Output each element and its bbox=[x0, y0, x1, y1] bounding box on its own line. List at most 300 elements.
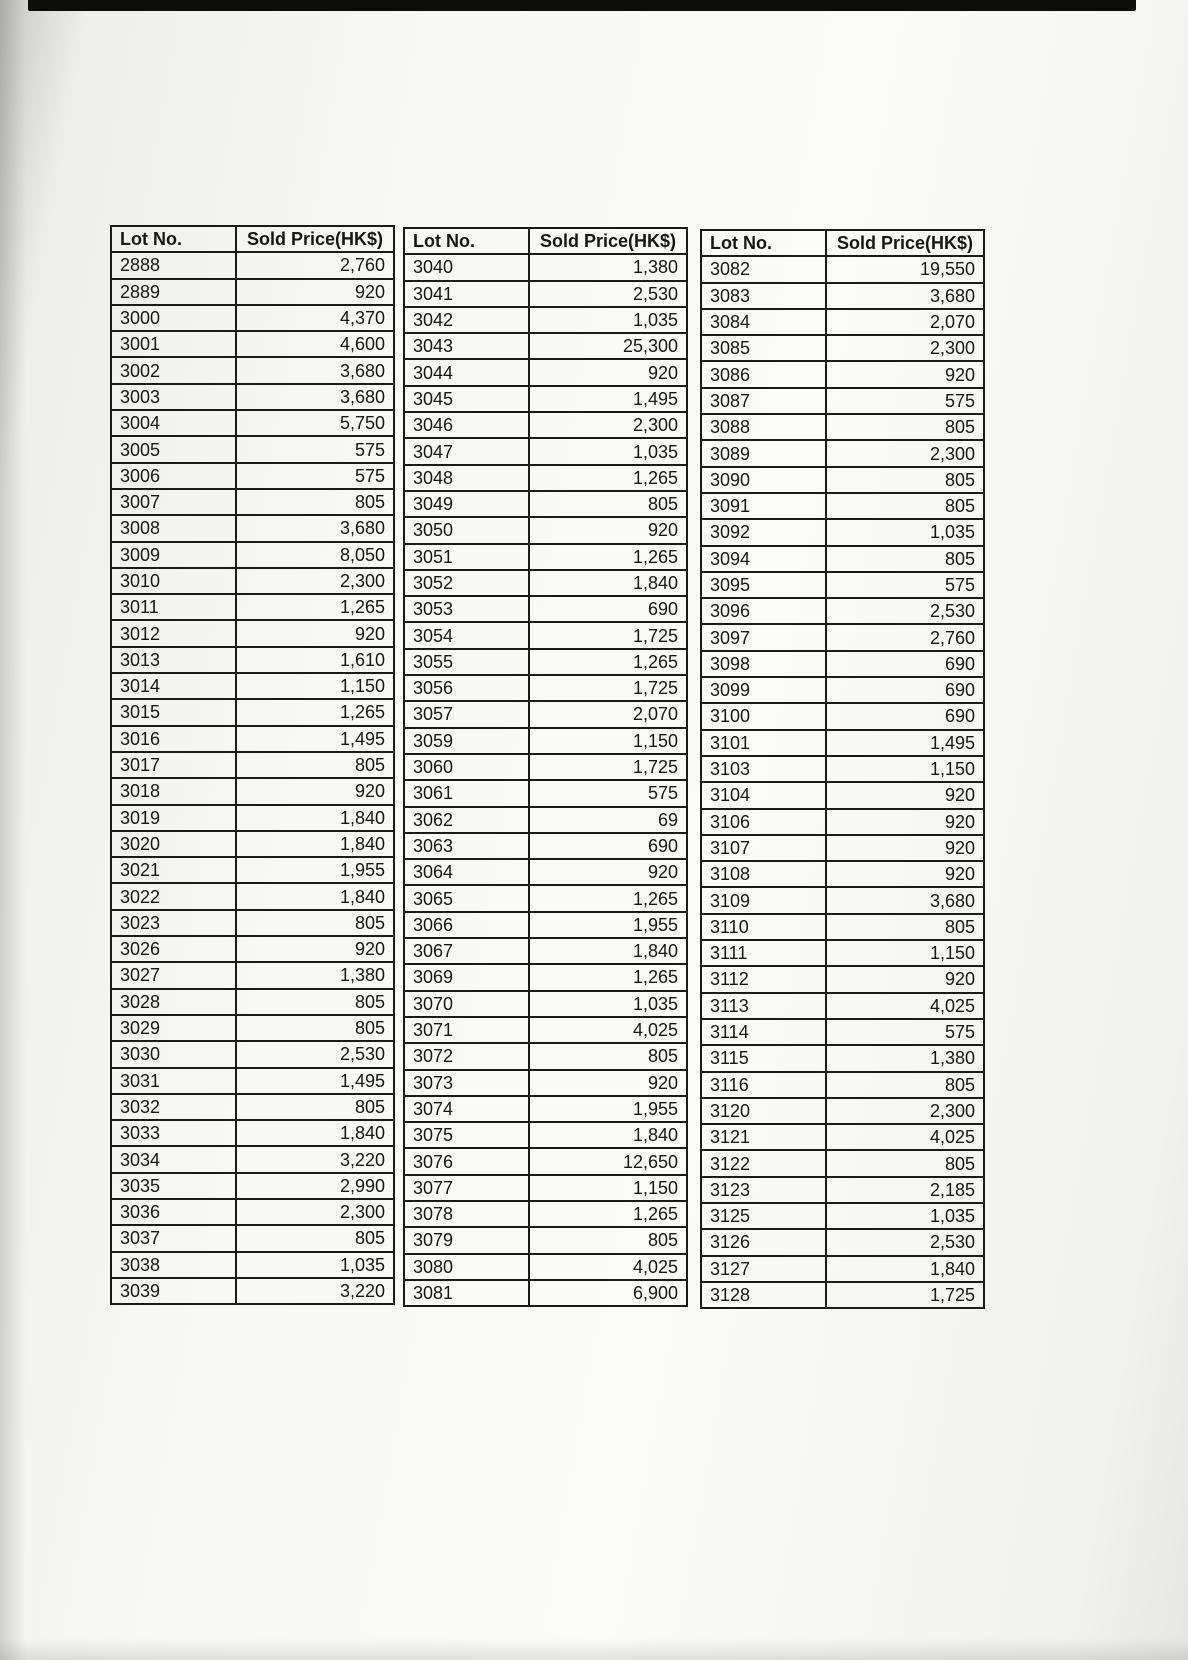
lot-no-cell: 3116 bbox=[701, 1072, 826, 1098]
lot-no-cell: 3035 bbox=[111, 1173, 236, 1199]
sold-price-cell: 69 bbox=[529, 807, 687, 833]
table-row bbox=[701, 1256, 984, 1282]
table-row bbox=[404, 1201, 687, 1227]
sold-price-cell: 1,035 bbox=[529, 991, 687, 1017]
sold-price-cell: 3,680 bbox=[236, 515, 394, 541]
sold-price-cell: 1,840 bbox=[236, 1120, 394, 1146]
table-row bbox=[111, 620, 394, 646]
sold-price-cell: 575 bbox=[826, 1019, 984, 1045]
sold-price-cell: 1,840 bbox=[529, 570, 687, 596]
sold-price-cell: 1,725 bbox=[826, 1282, 984, 1308]
lot-no-cell: 3071 bbox=[404, 1017, 529, 1043]
lot-no-cell: 3050 bbox=[404, 517, 529, 543]
sold-price-cell: 1,610 bbox=[236, 647, 394, 673]
table-row bbox=[701, 519, 984, 545]
lot-no-cell: 3063 bbox=[404, 833, 529, 859]
sold-price-cell: 805 bbox=[529, 1227, 687, 1253]
table-row bbox=[404, 465, 687, 491]
table-row bbox=[111, 936, 394, 962]
table-row bbox=[701, 887, 984, 913]
lot-no-cell: 3067 bbox=[404, 938, 529, 964]
lot-no-cell: 3083 bbox=[701, 283, 826, 309]
sold-price-cell: 1,035 bbox=[826, 1203, 984, 1229]
lot-no-cell: 3056 bbox=[404, 675, 529, 701]
table-row bbox=[404, 1175, 687, 1201]
table-row bbox=[404, 912, 687, 938]
sold-price-cell: 4,025 bbox=[529, 1254, 687, 1280]
table-row bbox=[701, 309, 984, 335]
lot-no-cell: 2889 bbox=[111, 279, 236, 305]
sold-price-cell: 1,955 bbox=[529, 912, 687, 938]
sold-price-cell: 3,680 bbox=[236, 357, 394, 383]
table-row bbox=[404, 281, 687, 307]
table-row bbox=[404, 780, 687, 806]
sold-price-cell: 1,380 bbox=[529, 254, 687, 280]
lot-no-cell: 3122 bbox=[701, 1150, 826, 1176]
table-row bbox=[701, 493, 984, 519]
lot-no-cell: 3114 bbox=[701, 1019, 826, 1045]
sold-price-cell: 1,265 bbox=[529, 544, 687, 570]
sold-price-cell: 1,035 bbox=[529, 438, 687, 464]
sold-price-cell: 1,840 bbox=[529, 938, 687, 964]
lot-no-cell: 3006 bbox=[111, 463, 236, 489]
table-row bbox=[701, 624, 984, 650]
table-row bbox=[701, 993, 984, 1019]
lot-no-cell: 3120 bbox=[701, 1098, 826, 1124]
lot-no-cell: 3054 bbox=[404, 622, 529, 648]
sold-price-cell: 1,150 bbox=[236, 673, 394, 699]
table-row bbox=[404, 1227, 687, 1253]
sold-price-cell: 3,220 bbox=[236, 1278, 394, 1304]
scan-artifact-top-strip bbox=[28, 0, 1136, 11]
lot-no-cell: 3004 bbox=[111, 410, 236, 436]
scan-shade-left bbox=[0, 0, 26, 1660]
table-row bbox=[701, 782, 984, 808]
sold-price-cell: 1,495 bbox=[236, 1068, 394, 1094]
sold-price-cell: 1,495 bbox=[529, 386, 687, 412]
lot-no-cell: 3020 bbox=[111, 831, 236, 857]
sold-price-cell: 2,760 bbox=[236, 252, 394, 278]
sold-price-cell: 805 bbox=[236, 1094, 394, 1120]
lot-no-cell: 3109 bbox=[701, 887, 826, 913]
table-row bbox=[404, 649, 687, 675]
sold-price-cell: 1,725 bbox=[529, 754, 687, 780]
lot-no-cell: 3046 bbox=[404, 412, 529, 438]
lot-no-cell: 3110 bbox=[701, 914, 826, 940]
table-row bbox=[111, 1041, 394, 1067]
table-row bbox=[701, 677, 984, 703]
lot-no-cell: 3036 bbox=[111, 1199, 236, 1225]
sold-price-cell: 575 bbox=[236, 463, 394, 489]
lot-no-cell: 3021 bbox=[111, 857, 236, 883]
table-row bbox=[701, 546, 984, 572]
table-row bbox=[701, 651, 984, 677]
sold-price-cell: 690 bbox=[529, 596, 687, 622]
table-row bbox=[111, 436, 394, 462]
sold-price-cell: 690 bbox=[826, 651, 984, 677]
sold-price-cell: 4,025 bbox=[826, 1124, 984, 1150]
sold-price-cell: 1,840 bbox=[826, 1256, 984, 1282]
lot-no-cell: 3040 bbox=[404, 254, 529, 280]
sold-price-cell: 805 bbox=[826, 493, 984, 519]
sold-price-cell: 4,370 bbox=[236, 305, 394, 331]
lot-no-cell: 3073 bbox=[404, 1070, 529, 1096]
lot-no-cell: 3007 bbox=[111, 489, 236, 515]
lot-no-cell: 3101 bbox=[701, 730, 826, 756]
lot-no-cell: 3030 bbox=[111, 1041, 236, 1067]
sold-price-cell: 2,530 bbox=[826, 1229, 984, 1255]
sold-price-cell: 2,300 bbox=[826, 1098, 984, 1124]
table-row bbox=[404, 254, 687, 280]
table-row bbox=[111, 673, 394, 699]
sold-price-cell: 805 bbox=[236, 989, 394, 1015]
table-row bbox=[111, 1252, 394, 1278]
table-row bbox=[404, 885, 687, 911]
sold-price-cell: 1,840 bbox=[236, 805, 394, 831]
sold-price-cell: 4,025 bbox=[529, 1017, 687, 1043]
lot-price-table-middle bbox=[403, 227, 688, 1307]
sold-price-cell: 2,070 bbox=[529, 701, 687, 727]
lot-no-cell: 3039 bbox=[111, 1278, 236, 1304]
table-row bbox=[404, 386, 687, 412]
lot-no-cell: 3023 bbox=[111, 910, 236, 936]
lot-no-cell: 3015 bbox=[111, 699, 236, 725]
table-row bbox=[111, 1278, 394, 1304]
sold-price-cell: 1,380 bbox=[236, 962, 394, 988]
lot-no-cell: 3115 bbox=[701, 1045, 826, 1071]
table-row bbox=[111, 1199, 394, 1225]
sold-price-cell: 1,150 bbox=[529, 1175, 687, 1201]
sold-price-cell: 2,300 bbox=[826, 440, 984, 466]
table-row bbox=[701, 467, 984, 493]
sold-price-cell: 2,300 bbox=[826, 335, 984, 361]
sold-price-cell: 690 bbox=[529, 833, 687, 859]
lot-no-cell: 3038 bbox=[111, 1252, 236, 1278]
sold-price-cell: 920 bbox=[236, 778, 394, 804]
lot-no-cell: 3034 bbox=[111, 1146, 236, 1172]
lot-no-cell: 3069 bbox=[404, 964, 529, 990]
lot-no-cell: 3088 bbox=[701, 414, 826, 440]
table-row bbox=[404, 1148, 687, 1174]
sold-price-cell: 920 bbox=[236, 620, 394, 646]
sold-price-cell: 1,725 bbox=[529, 622, 687, 648]
table-row bbox=[111, 883, 394, 909]
lot-price-table-left bbox=[110, 225, 395, 1305]
table-row bbox=[701, 1282, 984, 1308]
table-row bbox=[111, 647, 394, 673]
table-row bbox=[111, 1120, 394, 1146]
table-row bbox=[701, 388, 984, 414]
sold-price-cell: 805 bbox=[826, 1072, 984, 1098]
sold-price-cell: 1,265 bbox=[529, 465, 687, 491]
sold-price-cell: 12,650 bbox=[529, 1148, 687, 1174]
lot-no-cell: 3121 bbox=[701, 1124, 826, 1150]
lot-no-cell: 3084 bbox=[701, 309, 826, 335]
sold-price-cell: 920 bbox=[236, 936, 394, 962]
table-row bbox=[701, 1124, 984, 1150]
lot-no-cell: 3045 bbox=[404, 386, 529, 412]
table-row bbox=[404, 622, 687, 648]
sold-price-cell: 2,185 bbox=[826, 1177, 984, 1203]
sold-price-cell: 3,220 bbox=[236, 1146, 394, 1172]
sold-price-cell: 25,300 bbox=[529, 333, 687, 359]
lot-no-cell: 3065 bbox=[404, 885, 529, 911]
table-row bbox=[404, 938, 687, 964]
lot-no-cell: 3031 bbox=[111, 1068, 236, 1094]
table-row bbox=[701, 1203, 984, 1229]
lot-no-cell: 3057 bbox=[404, 701, 529, 727]
lot-no-cell: 3005 bbox=[111, 436, 236, 462]
lot-no-cell: 3033 bbox=[111, 1120, 236, 1146]
lot-no-cell: 3042 bbox=[404, 307, 529, 333]
table-row bbox=[404, 1254, 687, 1280]
lot-no-cell: 2888 bbox=[111, 252, 236, 278]
sold-price-header: Sold Price(HK$) bbox=[236, 226, 394, 252]
sold-price-cell: 920 bbox=[529, 517, 687, 543]
sold-price-cell: 920 bbox=[826, 966, 984, 992]
lot-no-cell: 3125 bbox=[701, 1203, 826, 1229]
sold-price-cell: 1,265 bbox=[529, 1201, 687, 1227]
table-row bbox=[404, 728, 687, 754]
table-row bbox=[404, 438, 687, 464]
sold-price-cell: 805 bbox=[236, 1225, 394, 1251]
table-row bbox=[404, 833, 687, 859]
sold-price-cell: 2,530 bbox=[529, 281, 687, 307]
table-row bbox=[701, 1150, 984, 1176]
sold-price-cell: 1,265 bbox=[529, 964, 687, 990]
sold-price-cell: 2,530 bbox=[236, 1041, 394, 1067]
lot-no-cell: 3062 bbox=[404, 807, 529, 833]
lot-no-cell: 3078 bbox=[404, 1201, 529, 1227]
lot-no-header: Lot No. bbox=[701, 230, 826, 256]
sold-price-cell: 1,035 bbox=[529, 307, 687, 333]
lot-no-cell: 3095 bbox=[701, 572, 826, 598]
lot-no-cell: 3074 bbox=[404, 1096, 529, 1122]
sold-price-cell: 6,900 bbox=[529, 1280, 687, 1306]
table-row bbox=[701, 256, 984, 282]
table-row bbox=[701, 703, 984, 729]
table-row bbox=[111, 252, 394, 278]
sold-price-cell: 1,265 bbox=[236, 594, 394, 620]
sold-price-cell: 805 bbox=[826, 467, 984, 493]
table-row bbox=[404, 544, 687, 570]
sold-price-cell: 1,035 bbox=[826, 519, 984, 545]
table-row bbox=[111, 542, 394, 568]
lot-no-cell: 3080 bbox=[404, 1254, 529, 1280]
lot-no-cell: 3103 bbox=[701, 756, 826, 782]
sold-price-cell: 5,750 bbox=[236, 410, 394, 436]
table-row bbox=[701, 914, 984, 940]
sold-price-cell: 920 bbox=[826, 361, 984, 387]
sold-price-cell: 805 bbox=[826, 414, 984, 440]
lot-no-cell: 3001 bbox=[111, 331, 236, 357]
sold-price-cell: 1,035 bbox=[236, 1252, 394, 1278]
table-row bbox=[701, 1177, 984, 1203]
sold-price-cell: 575 bbox=[236, 436, 394, 462]
sold-price-cell: 8,050 bbox=[236, 542, 394, 568]
table-row bbox=[404, 675, 687, 701]
sold-price-cell: 805 bbox=[236, 910, 394, 936]
sold-price-cell: 1,265 bbox=[529, 649, 687, 675]
sold-price-cell: 805 bbox=[529, 1043, 687, 1069]
lot-no-cell: 3059 bbox=[404, 728, 529, 754]
sold-price-cell: 920 bbox=[529, 1070, 687, 1096]
table-row bbox=[701, 966, 984, 992]
lot-no-cell: 3064 bbox=[404, 859, 529, 885]
table-row bbox=[701, 335, 984, 361]
table-row bbox=[111, 778, 394, 804]
sold-price-cell: 4,600 bbox=[236, 331, 394, 357]
lot-no-cell: 3091 bbox=[701, 493, 826, 519]
lot-no-cell: 3106 bbox=[701, 809, 826, 835]
lot-no-cell: 3096 bbox=[701, 598, 826, 624]
lot-no-cell: 3018 bbox=[111, 778, 236, 804]
table-row bbox=[701, 283, 984, 309]
table-row bbox=[404, 991, 687, 1017]
lot-no-cell: 3014 bbox=[111, 673, 236, 699]
table-row bbox=[111, 594, 394, 620]
table-row bbox=[404, 754, 687, 780]
sold-price-cell: 690 bbox=[826, 677, 984, 703]
table-row bbox=[701, 730, 984, 756]
table-row bbox=[111, 805, 394, 831]
table-row bbox=[404, 1122, 687, 1148]
lot-no-cell: 3009 bbox=[111, 542, 236, 568]
table-row bbox=[404, 1096, 687, 1122]
lot-no-cell: 3022 bbox=[111, 883, 236, 909]
header-row bbox=[111, 226, 394, 252]
lot-no-cell: 3002 bbox=[111, 357, 236, 383]
sold-price-cell: 1,495 bbox=[236, 726, 394, 752]
table-row bbox=[111, 699, 394, 725]
table-row bbox=[111, 331, 394, 357]
lot-no-cell: 3011 bbox=[111, 594, 236, 620]
lot-no-cell: 3049 bbox=[404, 491, 529, 517]
table-row bbox=[404, 333, 687, 359]
lot-no-cell: 3041 bbox=[404, 281, 529, 307]
lot-no-cell: 3029 bbox=[111, 1015, 236, 1041]
sold-price-cell: 1,150 bbox=[826, 756, 984, 782]
table-row bbox=[701, 572, 984, 598]
table-row bbox=[404, 859, 687, 885]
lot-no-cell: 3094 bbox=[701, 546, 826, 572]
sold-price-cell: 920 bbox=[236, 279, 394, 305]
lot-no-cell: 3086 bbox=[701, 361, 826, 387]
header-row bbox=[701, 230, 984, 256]
table-row bbox=[701, 756, 984, 782]
lot-no-cell: 3028 bbox=[111, 989, 236, 1015]
table-row bbox=[111, 1094, 394, 1120]
table-row bbox=[111, 279, 394, 305]
sold-price-cell: 575 bbox=[529, 780, 687, 806]
sold-price-cell: 3,680 bbox=[236, 384, 394, 410]
sold-price-cell: 920 bbox=[529, 859, 687, 885]
lot-no-cell: 3107 bbox=[701, 835, 826, 861]
lot-no-cell: 3097 bbox=[701, 624, 826, 650]
sold-price-cell: 2,990 bbox=[236, 1173, 394, 1199]
table-row bbox=[111, 1225, 394, 1251]
lot-no-cell: 3087 bbox=[701, 388, 826, 414]
sold-price-cell: 920 bbox=[826, 782, 984, 808]
sold-price-cell: 920 bbox=[826, 809, 984, 835]
lot-no-cell: 3127 bbox=[701, 1256, 826, 1282]
sold-price-cell: 1,840 bbox=[236, 831, 394, 857]
sold-price-cell: 1,150 bbox=[529, 728, 687, 754]
lot-no-cell: 3104 bbox=[701, 782, 826, 808]
table-row bbox=[404, 1280, 687, 1306]
sold-price-cell: 2,760 bbox=[826, 624, 984, 650]
sold-price-cell: 2,530 bbox=[826, 598, 984, 624]
table-row bbox=[111, 962, 394, 988]
table-row bbox=[404, 1017, 687, 1043]
table-row bbox=[701, 835, 984, 861]
sold-price-cell: 1,265 bbox=[529, 885, 687, 911]
sold-price-cell: 1,265 bbox=[236, 699, 394, 725]
sold-price-cell: 1,955 bbox=[529, 1096, 687, 1122]
table-row bbox=[111, 1146, 394, 1172]
lot-no-cell: 3111 bbox=[701, 940, 826, 966]
sold-price-cell: 1,380 bbox=[826, 1045, 984, 1071]
lot-no-cell: 3000 bbox=[111, 305, 236, 331]
sold-price-cell: 4,025 bbox=[826, 993, 984, 1019]
table-row bbox=[111, 1068, 394, 1094]
table-row bbox=[701, 440, 984, 466]
table-row bbox=[111, 831, 394, 857]
table-row bbox=[111, 384, 394, 410]
sold-price-cell: 2,300 bbox=[236, 568, 394, 594]
lot-no-cell: 3099 bbox=[701, 677, 826, 703]
sold-price-cell: 3,680 bbox=[826, 887, 984, 913]
table-row bbox=[111, 489, 394, 515]
lot-no-cell: 3051 bbox=[404, 544, 529, 570]
lot-no-cell: 3082 bbox=[701, 256, 826, 282]
lot-no-cell: 3043 bbox=[404, 333, 529, 359]
table-row bbox=[111, 1173, 394, 1199]
sold-price-cell: 805 bbox=[236, 489, 394, 515]
table-row bbox=[111, 568, 394, 594]
lot-no-cell: 3053 bbox=[404, 596, 529, 622]
table-row bbox=[404, 701, 687, 727]
lot-no-cell: 3098 bbox=[701, 651, 826, 677]
lot-no-cell: 3081 bbox=[404, 1280, 529, 1306]
lot-no-cell: 3079 bbox=[404, 1227, 529, 1253]
sold-price-cell: 1,840 bbox=[236, 883, 394, 909]
sold-price-cell: 19,550 bbox=[826, 256, 984, 282]
lot-no-cell: 3052 bbox=[404, 570, 529, 596]
table-row bbox=[701, 1229, 984, 1255]
lot-no-cell: 3126 bbox=[701, 1229, 826, 1255]
lot-price-table-right bbox=[700, 229, 985, 1309]
lot-no-cell: 3048 bbox=[404, 465, 529, 491]
lot-no-cell: 3061 bbox=[404, 780, 529, 806]
lot-no-cell: 3003 bbox=[111, 384, 236, 410]
lot-no-cell: 3044 bbox=[404, 359, 529, 385]
table-row bbox=[701, 1098, 984, 1124]
lot-no-cell: 3017 bbox=[111, 752, 236, 778]
lot-no-cell: 3092 bbox=[701, 519, 826, 545]
sold-price-cell: 575 bbox=[826, 388, 984, 414]
table-row bbox=[701, 598, 984, 624]
sold-price-cell: 805 bbox=[529, 491, 687, 517]
table-row bbox=[404, 964, 687, 990]
table-row bbox=[701, 361, 984, 387]
lot-no-cell: 3123 bbox=[701, 1177, 826, 1203]
table-row bbox=[701, 861, 984, 887]
scan-shade-bottom bbox=[0, 1638, 1188, 1660]
lot-no-cell: 3008 bbox=[111, 515, 236, 541]
table-row bbox=[404, 1043, 687, 1069]
lot-no-cell: 3026 bbox=[111, 936, 236, 962]
